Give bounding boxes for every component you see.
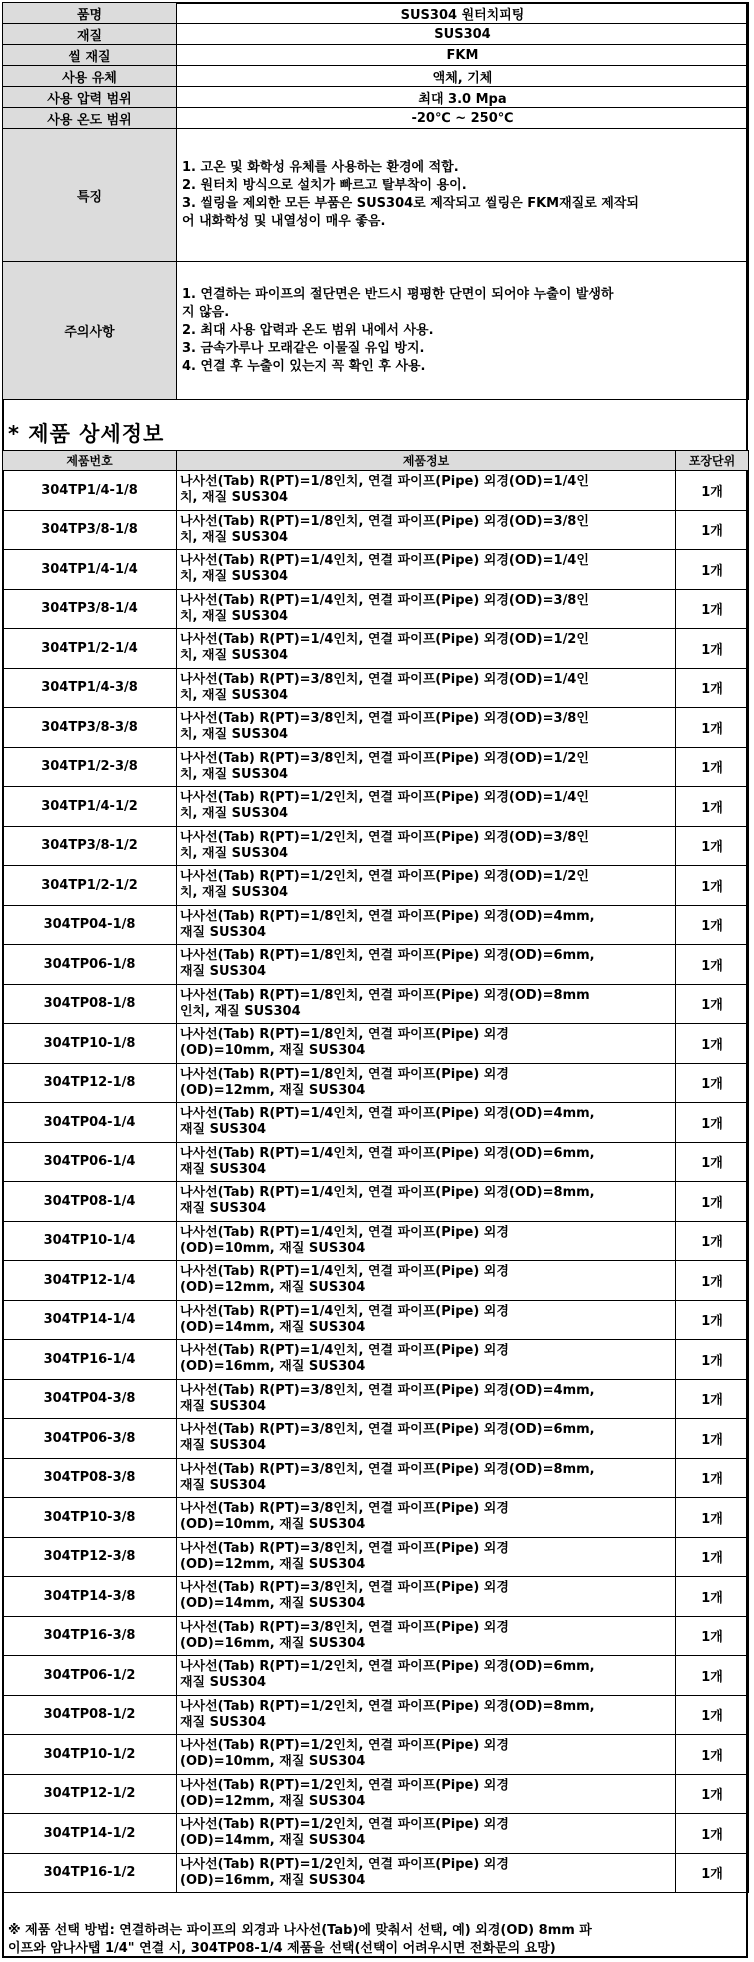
product-info — [177, 1458, 676, 1498]
package-unit: 1개 — [676, 471, 749, 511]
features-line: 어 내화학성 및 내열성이 매우 좋음. — [182, 214, 386, 229]
product-code: 304TP10-1/4 — [3, 1221, 177, 1261]
package-unit: 1개 — [676, 1458, 749, 1498]
product-info-line: 나사선(Tab) R(PT)=1/4인치, 연결 파이프(Pipe) 외경(OD)=1/4인 — [180, 553, 589, 569]
product-info — [177, 589, 676, 629]
product-info — [177, 747, 676, 787]
product-code: 304TP12-1/4 — [3, 1261, 177, 1301]
product-info-line: (OD)=16mm, 재질 SUS304 — [180, 1359, 366, 1375]
product-rows — [3, 471, 749, 1893]
header-unit: 포장단위 — [676, 451, 749, 471]
product-info — [177, 668, 676, 708]
product-info — [177, 1340, 676, 1380]
product-info-line: (OD)=16mm, 재질 SUS304 — [180, 1635, 366, 1651]
product-info — [177, 1103, 676, 1143]
package-unit: 1개 — [676, 1261, 749, 1301]
product-info-line: 나사선(Tab) R(PT)=1/4인치, 연결 파이프(Pipe) 외경(OD)=1/2인 — [180, 632, 589, 648]
product-info-line: 재질 SUS304 — [180, 964, 267, 980]
package-unit: 1개 — [676, 1616, 749, 1656]
product-info-line: 나사선(Tab) R(PT)=1/2인치, 연결 파이프(Pipe) 외경 — [180, 1777, 509, 1793]
product-info-line: 치, 재질 SUS304 — [180, 490, 289, 506]
product-info-line: 치, 재질 SUS304 — [180, 727, 289, 743]
package-unit: 1개 — [676, 1024, 749, 1064]
product-info-line: 재질 SUS304 — [180, 1122, 267, 1138]
table-row — [3, 1340, 749, 1380]
spec-label: 사용 유체 — [3, 66, 177, 87]
product-code: 304TP3/8-1/8 — [3, 510, 177, 550]
table-row — [3, 1774, 749, 1814]
table-row — [3, 510, 749, 550]
table-row — [3, 1142, 749, 1182]
product-code: 304TP10-1/2 — [3, 1735, 177, 1775]
table-row — [3, 1458, 749, 1498]
product-code: 304TP16-1/2 — [3, 1853, 177, 1893]
product-info-line: 나사선(Tab) R(PT)=1/8인치, 연결 파이프(Pipe) 외경(OD)=4mm, — [180, 908, 595, 924]
product-info — [177, 826, 676, 866]
product-info-line: 인치, 재질 SUS304 — [180, 1003, 301, 1019]
product-info-line: 나사선(Tab) R(PT)=1/4인치, 연결 파이프(Pipe) 외경 — [180, 1303, 509, 1319]
table-row — [3, 1182, 749, 1222]
product-code: 304TP14-1/4 — [3, 1300, 177, 1340]
product-detail-table — [2, 450, 749, 1893]
product-info-line: 치, 재질 SUS304 — [180, 806, 289, 822]
table-row — [3, 1221, 749, 1261]
package-unit: 1개 — [676, 589, 749, 629]
product-info — [177, 510, 676, 550]
table-row — [3, 1853, 749, 1893]
product-info — [177, 1182, 676, 1222]
product-info — [177, 905, 676, 945]
product-info-line: 나사선(Tab) R(PT)=3/8인치, 연결 파이프(Pipe) 외경(OD)=1/4인 — [180, 671, 589, 687]
product-info-line: 나사선(Tab) R(PT)=1/4인치, 연결 파이프(Pipe) 외경 — [180, 1264, 509, 1280]
table-row — [3, 945, 749, 985]
product-info-line: 나사선(Tab) R(PT)=3/8인치, 연결 파이프(Pipe) 외경 — [180, 1580, 509, 1596]
package-unit: 1개 — [676, 668, 749, 708]
package-unit: 1개 — [676, 1300, 749, 1340]
spec-body — [3, 3, 749, 400]
package-unit: 1개 — [676, 905, 749, 945]
package-unit: 1개 — [676, 1498, 749, 1538]
product-code: 304TP1/4-1/8 — [3, 471, 177, 511]
product-info-line: 나사선(Tab) R(PT)=1/4인치, 연결 파이프(Pipe) 외경 — [180, 1224, 509, 1240]
product-info — [177, 1379, 676, 1419]
package-unit: 1개 — [676, 787, 749, 827]
product-info-line: 나사선(Tab) R(PT)=1/2인치, 연결 파이프(Pipe) 외경(OD)=3/8인 — [180, 829, 589, 845]
product-info-line: (OD)=14mm, 재질 SUS304 — [180, 1833, 366, 1849]
product-info — [177, 708, 676, 748]
product-info-line: 나사선(Tab) R(PT)=1/2인치, 연결 파이프(Pipe) 외경 — [180, 1817, 509, 1833]
table-row — [3, 589, 749, 629]
product-info-line: 나사선(Tab) R(PT)=1/8인치, 연결 파이프(Pipe) 외경(OD)=8mm — [180, 987, 590, 1003]
product-code: 304TP1/4-1/2 — [3, 787, 177, 827]
product-code: 304TP16-3/8 — [3, 1616, 177, 1656]
product-info-line: (OD)=10mm, 재질 SUS304 — [180, 1517, 366, 1533]
product-code: 304TP16-1/4 — [3, 1340, 177, 1380]
product-info-line: 나사선(Tab) R(PT)=1/4인치, 연결 파이프(Pipe) 외경(OD)=4mm, — [180, 1106, 595, 1122]
product-code: 304TP04-1/4 — [3, 1103, 177, 1143]
product-info-line: (OD)=14mm, 재질 SUS304 — [180, 1596, 366, 1612]
package-unit: 1개 — [676, 1182, 749, 1222]
spec-row — [3, 108, 749, 129]
product-code: 304TP14-1/2 — [3, 1814, 177, 1854]
product-code: 304TP1/4-3/8 — [3, 668, 177, 708]
table-row — [3, 1379, 749, 1419]
product-info-line: 나사선(Tab) R(PT)=3/8인치, 연결 파이프(Pipe) 외경(OD)=8mm, — [180, 1461, 595, 1477]
package-unit: 1개 — [676, 1340, 749, 1380]
product-info-line: (OD)=10mm, 재질 SUS304 — [180, 1240, 366, 1256]
product-info-line: 나사선(Tab) R(PT)=3/8인치, 연결 파이프(Pipe) 외경(OD)=1/2인 — [180, 750, 589, 766]
section-title: * 제품 상세정보 — [8, 422, 165, 446]
header-info: 제품정보 — [177, 451, 676, 471]
product-info — [177, 984, 676, 1024]
product-info — [177, 1261, 676, 1301]
spec-label: 사용 압력 범위 — [3, 87, 177, 108]
product-info-line: 나사선(Tab) R(PT)=3/8인치, 연결 파이프(Pipe) 외경 — [180, 1619, 509, 1635]
table-row — [3, 1300, 749, 1340]
table-row — [3, 471, 749, 511]
product-code: 304TP10-3/8 — [3, 1498, 177, 1538]
product-info-line: 치, 재질 SUS304 — [180, 885, 289, 901]
product-info — [177, 945, 676, 985]
product-info-line: 나사선(Tab) R(PT)=1/2인치, 연결 파이프(Pipe) 외경 — [180, 1738, 509, 1754]
package-unit: 1개 — [676, 866, 749, 906]
package-unit: 1개 — [676, 1142, 749, 1182]
detail-header-row — [3, 451, 749, 471]
package-unit: 1개 — [676, 1221, 749, 1261]
package-unit: 1개 — [676, 1063, 749, 1103]
package-unit: 1개 — [676, 1735, 749, 1775]
product-info — [177, 1814, 676, 1854]
product-info-line: 재질 SUS304 — [180, 924, 267, 940]
product-code: 304TP12-3/8 — [3, 1537, 177, 1577]
package-unit: 1개 — [676, 826, 749, 866]
cautions-row — [3, 262, 749, 400]
product-code: 304TP06-3/8 — [3, 1419, 177, 1459]
product-code: 304TP04-1/8 — [3, 905, 177, 945]
features-label: 특징 — [3, 129, 177, 262]
spec-row — [3, 24, 749, 45]
product-info-line: 재질 SUS304 — [180, 1398, 267, 1414]
table-row — [3, 787, 749, 827]
product-code: 304TP06-1/8 — [3, 945, 177, 985]
features-line: 2. 원터치 방식으로 설치가 빠르고 탈부착이 용이. — [182, 178, 467, 193]
spec-value: 최대 3.0 Mpa — [177, 87, 749, 108]
table-row — [3, 1616, 749, 1656]
product-info-line: 나사선(Tab) R(PT)=3/8인치, 연결 파이프(Pipe) 외경 — [180, 1540, 509, 1556]
table-row — [3, 708, 749, 748]
table-row — [3, 826, 749, 866]
spec-value: SUS304 — [177, 24, 749, 45]
product-info — [177, 550, 676, 590]
product-code: 304TP08-1/4 — [3, 1182, 177, 1222]
spec-label: 품명 — [3, 3, 177, 24]
features-line: 1. 고온 및 화학성 유체를 사용하는 환경에 적합. — [182, 160, 459, 175]
table-row — [3, 905, 749, 945]
product-info-line: 나사선(Tab) R(PT)=1/2인치, 연결 파이프(Pipe) 외경(OD)=8mm, — [180, 1698, 595, 1714]
spec-table — [2, 2, 749, 400]
product-info — [177, 1537, 676, 1577]
product-code: 304TP1/2-3/8 — [3, 747, 177, 787]
package-unit: 1개 — [676, 1419, 749, 1459]
product-code: 304TP04-3/8 — [3, 1379, 177, 1419]
product-info-line: 치, 재질 SUS304 — [180, 648, 289, 664]
product-info — [177, 1300, 676, 1340]
table-row — [3, 1498, 749, 1538]
product-info-line: 나사선(Tab) R(PT)=1/4인치, 연결 파이프(Pipe) 외경(OD)=8mm, — [180, 1185, 595, 1201]
cautions-line: 3. 금속가루나 모래같은 이물질 유입 방지. — [182, 340, 425, 356]
features-line: 3. 씰링을 제외한 모든 부품은 SUS304로 제작되고 씰링은 FKM재질로 제작되 — [182, 196, 639, 211]
product-info — [177, 1498, 676, 1538]
table-row — [3, 1695, 749, 1735]
product-info-line: (OD)=14mm, 재질 SUS304 — [180, 1319, 366, 1335]
product-info-line: (OD)=16mm, 재질 SUS304 — [180, 1872, 366, 1888]
product-info-line: 나사선(Tab) R(PT)=1/4인치, 연결 파이프(Pipe) 외경(OD)=3/8인 — [180, 592, 589, 608]
product-info-line: 나사선(Tab) R(PT)=1/2인치, 연결 파이프(Pipe) 외경(OD)=6mm, — [180, 1659, 595, 1675]
cautions-line: 지 않음. — [182, 304, 230, 320]
product-info — [177, 787, 676, 827]
product-info-line: 치, 재질 SUS304 — [180, 529, 289, 545]
spec-row — [3, 3, 749, 24]
product-info-line: 재질 SUS304 — [180, 1714, 267, 1730]
cautions-line: 2. 최대 사용 압력과 온도 범위 내에서 사용. — [182, 322, 434, 338]
product-info-line: 나사선(Tab) R(PT)=1/4인치, 연결 파이프(Pipe) 외경(OD)=6mm, — [180, 1145, 595, 1161]
cautions-text — [177, 262, 749, 400]
note-line: 이프와 암나사탭 1/4" 연결 시, 304TP08-1/4 제품을 선택(선택이 어려우시면 전화문의 요망) — [8, 1941, 556, 1956]
table-row — [3, 1063, 749, 1103]
product-info-line: 나사선(Tab) R(PT)=1/8인치, 연결 파이프(Pipe) 외경 — [180, 1027, 509, 1043]
table-row — [3, 1656, 749, 1696]
table-row — [3, 1103, 749, 1143]
table-row — [3, 1735, 749, 1775]
product-code: 304TP1/4-1/4 — [3, 550, 177, 590]
product-info-line: 나사선(Tab) R(PT)=3/8인치, 연결 파이프(Pipe) 외경(OD)=6mm, — [180, 1422, 595, 1438]
product-info-line: 치, 재질 SUS304 — [180, 608, 289, 624]
product-info — [177, 471, 676, 511]
product-info-line: 나사선(Tab) R(PT)=1/8인치, 연결 파이프(Pipe) 외경(OD)=6mm, — [180, 948, 595, 964]
package-unit: 1개 — [676, 629, 749, 669]
product-info-line: 치, 재질 SUS304 — [180, 845, 289, 861]
table-row — [3, 550, 749, 590]
package-unit: 1개 — [676, 1103, 749, 1143]
table-row — [3, 629, 749, 669]
table-row — [3, 1537, 749, 1577]
package-unit: 1개 — [676, 708, 749, 748]
product-info-line: 나사선(Tab) R(PT)=1/8인치, 연결 파이프(Pipe) 외경(OD)=1/4인 — [180, 474, 589, 490]
product-info — [177, 1063, 676, 1103]
product-info — [177, 1142, 676, 1182]
package-unit: 1개 — [676, 747, 749, 787]
table-row — [3, 1577, 749, 1617]
product-info-line: (OD)=10mm, 재질 SUS304 — [180, 1043, 366, 1059]
package-unit: 1개 — [676, 510, 749, 550]
features-text — [177, 129, 749, 262]
product-info-line: (OD)=12mm, 재질 SUS304 — [180, 1793, 366, 1809]
product-code: 304TP12-1/8 — [3, 1063, 177, 1103]
cautions-line: 4. 연결 후 누출이 있는지 꼭 확인 후 사용. — [182, 358, 426, 374]
product-info-line: 치, 재질 SUS304 — [180, 569, 289, 585]
product-info-line: 재질 SUS304 — [180, 1675, 267, 1691]
product-info — [177, 1419, 676, 1459]
spec-value: 액체, 기체 — [177, 66, 749, 87]
table-row — [3, 866, 749, 906]
package-unit: 1개 — [676, 945, 749, 985]
package-unit: 1개 — [676, 1695, 749, 1735]
product-info-line: (OD)=12mm, 재질 SUS304 — [180, 1280, 366, 1296]
product-info-line: 나사선(Tab) R(PT)=1/8인치, 연결 파이프(Pipe) 외경(OD)=3/8인 — [180, 513, 589, 529]
product-info — [177, 1221, 676, 1261]
product-code: 304TP08-3/8 — [3, 1458, 177, 1498]
cautions-line: 1. 연결하는 파이프의 절단면은 반드시 평평한 단면이 되어야 누출이 발생하 — [182, 286, 614, 302]
product-info-line: 나사선(Tab) R(PT)=1/2인치, 연결 파이프(Pipe) 외경 — [180, 1856, 509, 1872]
product-info-line: 나사선(Tab) R(PT)=3/8인치, 연결 파이프(Pipe) 외경 — [180, 1501, 509, 1517]
product-info-line: 치, 재질 SUS304 — [180, 766, 289, 782]
product-info-line: 재질 SUS304 — [180, 1201, 267, 1217]
product-code: 304TP1/2-1/2 — [3, 866, 177, 906]
product-info — [177, 1616, 676, 1656]
product-info-line: 재질 SUS304 — [180, 1477, 267, 1493]
product-info-line: 재질 SUS304 — [180, 1438, 267, 1454]
product-info-line: 나사선(Tab) R(PT)=1/8인치, 연결 파이프(Pipe) 외경 — [180, 1066, 509, 1082]
spec-row — [3, 45, 749, 66]
product-code: 304TP3/8-1/4 — [3, 589, 177, 629]
product-code: 304TP1/2-1/4 — [3, 629, 177, 669]
product-code: 304TP3/8-3/8 — [3, 708, 177, 748]
table-row — [3, 984, 749, 1024]
product-code: 304TP12-1/2 — [3, 1774, 177, 1814]
product-info-line: 나사선(Tab) R(PT)=3/8인치, 연결 파이프(Pipe) 외경(OD)=3/8인 — [180, 711, 589, 727]
spec-label: 재질 — [3, 24, 177, 45]
product-code: 304TP14-3/8 — [3, 1577, 177, 1617]
product-info-line: 나사선(Tab) R(PT)=1/2인치, 연결 파이프(Pipe) 외경(OD)=1/4인 — [180, 790, 589, 806]
header-code: 제품번호 — [3, 451, 177, 471]
product-info — [177, 1853, 676, 1893]
package-unit: 1개 — [676, 1814, 749, 1854]
package-unit: 1개 — [676, 1537, 749, 1577]
product-info — [177, 1577, 676, 1617]
spec-value: SUS304 원터치피팅 — [177, 3, 749, 24]
table-row — [3, 668, 749, 708]
cautions-label: 주의사항 — [3, 262, 177, 400]
product-info-line: 나사선(Tab) R(PT)=1/2인치, 연결 파이프(Pipe) 외경(OD)=1/2인 — [180, 869, 589, 885]
product-info — [177, 629, 676, 669]
package-unit: 1개 — [676, 984, 749, 1024]
spec-row — [3, 66, 749, 87]
package-unit: 1개 — [676, 1656, 749, 1696]
table-row — [3, 1419, 749, 1459]
table-row — [3, 1261, 749, 1301]
spec-label: 씰 재질 — [3, 45, 177, 66]
package-unit: 1개 — [676, 550, 749, 590]
package-unit: 1개 — [676, 1379, 749, 1419]
product-info — [177, 1656, 676, 1696]
product-info — [177, 1774, 676, 1814]
product-info-line: 재질 SUS304 — [180, 1161, 267, 1177]
table-row — [3, 747, 749, 787]
product-info — [177, 1695, 676, 1735]
product-code: 304TP06-1/4 — [3, 1142, 177, 1182]
product-info — [177, 866, 676, 906]
note-line: ※ 제품 선택 방법: 연결하려는 파이프의 외경과 나사선(Tab)에 맞춰서 선택, 예) 외경(OD) 8mm 파 — [8, 1923, 592, 1938]
package-unit: 1개 — [676, 1577, 749, 1617]
spec-label: 사용 온도 범위 — [3, 108, 177, 129]
product-info — [177, 1735, 676, 1775]
product-info-line: (OD)=12mm, 재질 SUS304 — [180, 1556, 366, 1572]
product-info-line: (OD)=10mm, 재질 SUS304 — [180, 1754, 366, 1770]
product-code: 304TP06-1/2 — [3, 1656, 177, 1696]
product-info-line: 나사선(Tab) R(PT)=1/4인치, 연결 파이프(Pipe) 외경 — [180, 1343, 509, 1359]
product-info-line: (OD)=12mm, 재질 SUS304 — [180, 1082, 366, 1098]
product-code: 304TP10-1/8 — [3, 1024, 177, 1064]
spec-row — [3, 87, 749, 108]
product-code: 304TP08-1/2 — [3, 1695, 177, 1735]
table-row — [3, 1024, 749, 1064]
selection-guide-note — [8, 1922, 744, 1958]
package-unit: 1개 — [676, 1774, 749, 1814]
product-code: 304TP3/8-1/2 — [3, 826, 177, 866]
spec-value: -20℃ ~ 250℃ — [177, 108, 749, 129]
spec-value: FKM — [177, 45, 749, 66]
product-code: 304TP08-1/8 — [3, 984, 177, 1024]
package-unit: 1개 — [676, 1853, 749, 1893]
table-row — [3, 1814, 749, 1854]
product-info-line: 치, 재질 SUS304 — [180, 687, 289, 703]
product-info — [177, 1024, 676, 1064]
features-row — [3, 129, 749, 262]
product-info-line: 나사선(Tab) R(PT)=3/8인치, 연결 파이프(Pipe) 외경(OD)=4mm, — [180, 1382, 595, 1398]
